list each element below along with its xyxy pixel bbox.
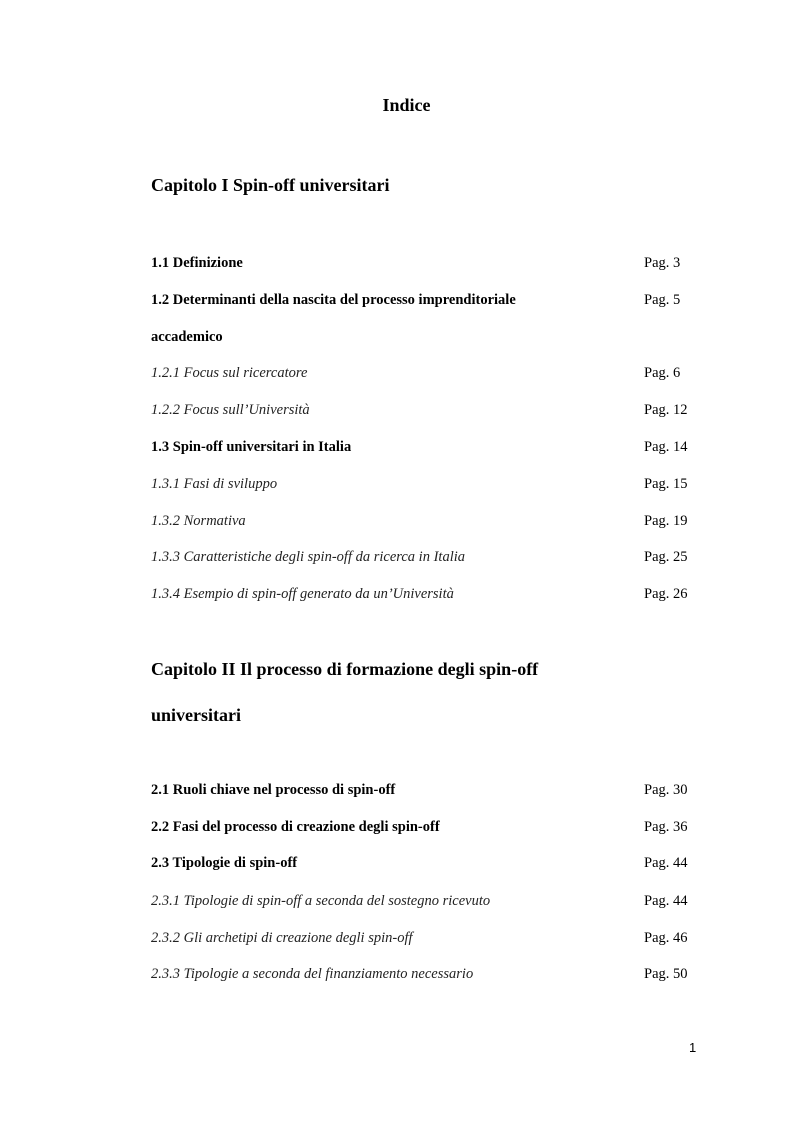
toc-entry-title[interactable]: 1.3.4 Esempio di spin-off generato da un’Università [151, 586, 454, 602]
toc-entry-title[interactable]: 2.2 Fasi del processo di creazione degli spin-off [151, 819, 440, 835]
toc-entry-page: Pag. 50 [644, 966, 688, 982]
toc-entry-page: Pag. 44 [644, 893, 688, 909]
toc-entry-page: Pag. 6 [644, 365, 681, 381]
chapter-heading-continuation: universitari [151, 705, 241, 725]
toc-entry-title[interactable]: 1.2.2 Focus sull’Università [151, 402, 310, 418]
toc-entry-title[interactable]: 1.3.2 Normativa [151, 513, 246, 529]
page-number: 1 [689, 1040, 697, 1055]
toc-entry-title[interactable]: 1.3.3 Caratteristiche degli spin-off da ricerca in Italia [151, 549, 466, 565]
toc-entry-page: Pag. 36 [644, 819, 688, 835]
toc-entry-title[interactable]: 1.2 Determinanti della nascita del processo imprenditoriale [151, 292, 516, 308]
chapter-heading: Capitolo I Spin-off universitari [151, 175, 390, 195]
toc-entry-title[interactable]: 2.3.1 Tipologie di spin-off a seconda del sostegno ricevuto [151, 893, 491, 909]
toc-entry-title[interactable]: 2.3 Tipologie di spin-off [151, 855, 298, 871]
page-title: Indice [382, 95, 431, 115]
toc-entry-title-continuation[interactable]: accademico [151, 329, 223, 345]
toc-entry-page: Pag. 30 [644, 782, 688, 798]
toc-entry-title[interactable]: 2.1 Ruoli chiave nel processo di spin-off [151, 782, 396, 798]
toc-entry-title[interactable]: 1.2.1 Focus sul ricercatore [151, 365, 308, 381]
toc-entry-title[interactable]: 1.1 Definizione [151, 255, 243, 271]
toc-entry-title[interactable]: 2.3.3 Tipologie a seconda del finanziamento necessario [151, 966, 474, 982]
toc-entry-page: Pag. 25 [644, 549, 688, 565]
toc-entry-page: Pag. 19 [644, 513, 688, 529]
toc-entry-page: Pag. 15 [644, 476, 688, 492]
toc-entry-page: Pag. 14 [644, 439, 688, 455]
toc-entry-page: Pag. 46 [644, 930, 688, 946]
toc-entry-title[interactable]: 1.3 Spin-off universitari in Italia [151, 439, 352, 455]
toc-entry-page: Pag. 5 [644, 292, 681, 308]
toc-entry-page: Pag. 26 [644, 586, 688, 602]
toc-entry-page: Pag. 44 [644, 855, 688, 871]
toc-entry-page: Pag. 3 [644, 255, 681, 271]
toc-entry-title[interactable]: 2.3.2 Gli archetipi di creazione degli spin-off [151, 930, 413, 946]
chapter-heading: Capitolo II Il processo di formazione degli spin-off [151, 659, 539, 679]
toc-entry-title[interactable]: 1.3.1 Fasi di sviluppo [151, 476, 278, 492]
toc-entry-page: Pag. 12 [644, 402, 688, 418]
